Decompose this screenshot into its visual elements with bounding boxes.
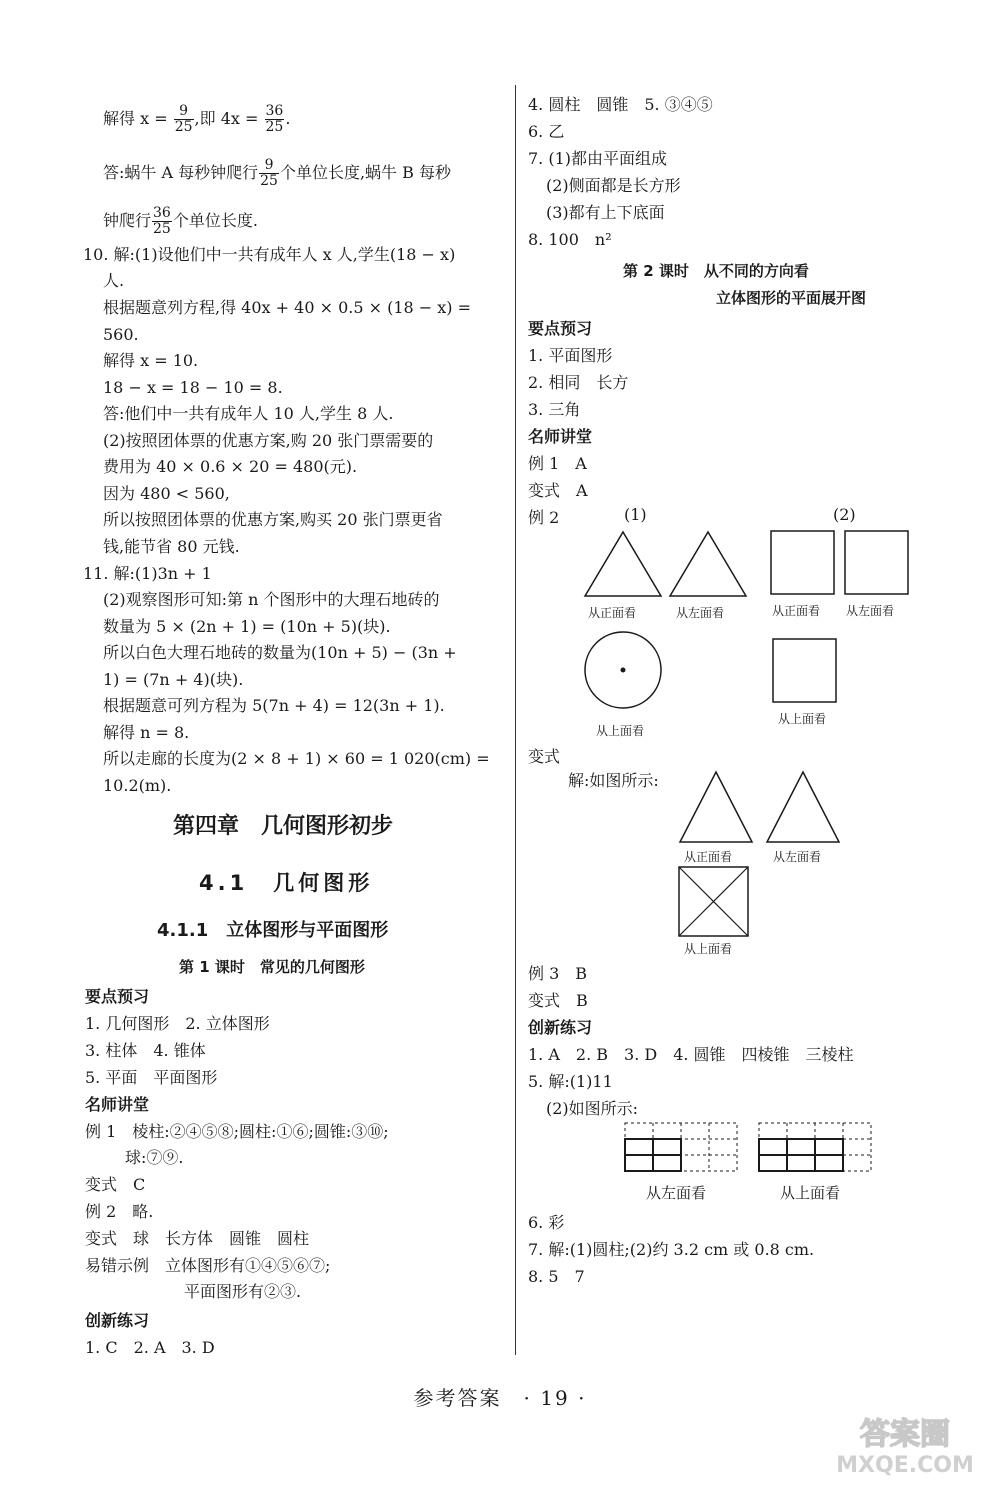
- q10-line: 费用为 40 × 0.6 × 20 = 480(元).: [103, 457, 358, 476]
- error-example-line: 平面图形有②③.: [184, 1282, 302, 1301]
- caption-left: 从左面看: [646, 1184, 707, 1202]
- heading-preview: 要点预习: [528, 319, 593, 338]
- heading-teacher: 名师讲堂: [85, 1095, 150, 1114]
- grid-top-view: [758, 1122, 874, 1174]
- q11-line: 11. 解:(1)3n + 1: [83, 564, 212, 583]
- caption-front: 从正面看: [588, 606, 637, 620]
- page-footer: 参考答案 · 19 ·: [413, 1386, 587, 1410]
- fraction: $\frac{9}{25}$: [260, 157, 278, 189]
- triangle-front-view: [678, 770, 754, 846]
- caption-front: 从正面看: [772, 604, 821, 618]
- square-front-view: [770, 530, 836, 596]
- chapter-title: 第四章 几何图形初步: [173, 814, 394, 839]
- solution-line: 解得 x = $\frac{9}{25}$ ,即 4x = $\frac{36}{25}$ .: [103, 103, 291, 135]
- q10-line: 18 − x = 18 − 10 = 8.: [103, 378, 283, 397]
- solution-line: 解:如图所示:: [568, 771, 659, 790]
- figure-label: (2): [833, 505, 856, 524]
- preview-line: 5. 平面 平面图形: [85, 1068, 218, 1087]
- svg-text:MXQE.COM: MXQE.COM: [836, 1453, 974, 1478]
- practice-line: 1. C 2. A 3. D: [85, 1338, 215, 1357]
- fraction: $\frac{36}{25}$: [153, 205, 171, 237]
- answer-line: 6. 乙: [528, 122, 565, 141]
- caption-front: 从正面看: [684, 850, 733, 864]
- square-top-view: [772, 638, 838, 704]
- heading-practice: 创新练习: [85, 1311, 150, 1330]
- caption-left: 从左面看: [773, 850, 822, 864]
- answer-line: 答:蜗牛 A 每秒钟爬行 $\frac{9}{25}$ 个单位长度,蜗牛 B 每秒: [103, 157, 451, 189]
- q10-line: 钱,能节省 80 元钱.: [103, 537, 240, 556]
- square-with-diagonals-top-view: [678, 866, 750, 938]
- caption-top: 从上面看: [684, 942, 733, 956]
- lesson-title: 第 2 课时 从不同的方向看: [623, 262, 809, 280]
- q10-line: (2)按照团体票的优惠方案,购 20 张门票需要的: [103, 431, 434, 450]
- column-divider: [515, 85, 516, 1355]
- heading-practice: 创新练习: [528, 1018, 593, 1037]
- answer-line: 钟爬行 $\frac{36}{25}$ 个单位长度.: [103, 205, 258, 237]
- triangle-left-view: [668, 530, 748, 600]
- variant-line: 变式 A: [528, 481, 588, 500]
- q11-line: 所以走廊的长度为(2 × 8 + 1) × 60 = 1 020(cm) =: [103, 749, 490, 768]
- q11-line: 所以白色大理石地砖的数量为(10n + 5) − (3n +: [103, 643, 457, 662]
- fraction: $\frac{36}{25}$: [265, 103, 284, 135]
- preview-line: 1. 几何图形 2. 立体图形: [85, 1014, 270, 1033]
- answer-line: 7. (1)都由平面组成: [528, 149, 668, 168]
- example-line: 例 3 B: [528, 964, 588, 983]
- q10-line: 人.: [103, 271, 125, 290]
- square-left-view: [844, 530, 910, 596]
- practice-line: 5. 解:(1)11: [528, 1072, 613, 1091]
- variant-line: 变式: [528, 747, 561, 766]
- q10-line: 根据题意列方程,得 40x + 40 × 0.5 × (18 − x) =: [103, 298, 472, 317]
- practice-line: 7. 解:(1)圆柱;(2)约 3.2 cm 或 0.8 cm.: [528, 1240, 815, 1259]
- practice-line: 8. 5 7: [528, 1267, 585, 1286]
- practice-line: (2)如图所示:: [546, 1099, 639, 1118]
- answer-line: (3)都有上下底面: [546, 203, 665, 222]
- svg-text:答案圈: 答案圈: [860, 1417, 950, 1452]
- example-line: 球:⑦⑨.: [125, 1148, 184, 1167]
- triangle-front-view: [583, 530, 663, 600]
- q10-line: 所以按照团体票的优惠方案,购买 20 张门票更省: [103, 510, 443, 529]
- variant-line: 变式 球 长方体 圆锥 圆柱: [85, 1229, 310, 1248]
- lesson-subtitle: 立体图形的平面展开图: [716, 289, 867, 307]
- lesson-title: 第 1 课时 常见的几何图形: [179, 958, 365, 976]
- answer-line: 8. 100 n²: [528, 230, 612, 249]
- q11-line: (2)观察图形可知:第 n 个图形中的大理石地砖的: [103, 590, 440, 609]
- q11-line: 数量为 5 × (2n + 1) = (10n + 5)(块).: [103, 617, 391, 636]
- figure-label: (1): [624, 505, 647, 524]
- example-line: 例 2: [528, 508, 560, 527]
- q11-line: 10.2(m).: [103, 776, 172, 795]
- grid-left-view: [624, 1122, 740, 1174]
- caption-top: 从上面看: [596, 724, 645, 738]
- q11-line: 解得 n = 8.: [103, 723, 190, 742]
- preview-line: 2. 相同 长方: [528, 373, 629, 392]
- q11-line: 1) = (7n + 4)(块).: [103, 670, 244, 689]
- q11-line: 根据题意可列方程为 5(7n + 4) = 12(3n + 1).: [103, 696, 445, 715]
- heading-preview: 要点预习: [85, 987, 150, 1006]
- error-example-line: 易错示例 立体图形有①④⑤⑥⑦;: [85, 1256, 331, 1275]
- fraction: $\frac{9}{25}$: [174, 103, 193, 135]
- watermark-logo: [820, 1410, 990, 1480]
- example-line: 例 2 略.: [85, 1202, 154, 1221]
- practice-line: 1. A 2. B 3. D 4. 圆锥 四棱锥 三棱柱: [528, 1045, 854, 1064]
- section-title: 4.1 几何图形: [199, 871, 374, 895]
- example-line: 例 1 棱柱:②④⑤⑧;圆柱:①⑥;圆锥:③⑩;: [85, 1122, 389, 1141]
- q10-line: 10. 解:(1)设他们中一共有成年人 x 人,学生(18 − x): [83, 245, 456, 264]
- caption-top: 从上面看: [778, 712, 827, 726]
- preview-line: 1. 平面图形: [528, 346, 613, 365]
- example-line: 例 1 A: [528, 454, 587, 473]
- q10-line: 560.: [103, 325, 139, 344]
- caption-left: 从左面看: [676, 606, 725, 620]
- preview-line: 3. 三角: [528, 400, 581, 419]
- subsection-title: 4.1.1 立体图形与平面图形: [157, 920, 389, 941]
- q10-line: 因为 480 < 560,: [103, 484, 230, 503]
- q10-line: 答:他们中一共有成年人 10 人,学生 8 人.: [103, 404, 394, 423]
- variant-line: 变式 B: [528, 991, 588, 1010]
- q10-line: 解得 x = 10.: [103, 351, 199, 370]
- practice-line: 6. 彩: [528, 1213, 565, 1232]
- heading-teacher: 名师讲堂: [528, 427, 593, 446]
- answer-line: (2)侧面都是长方形: [546, 176, 681, 195]
- triangle-left-view: [765, 770, 841, 846]
- variant-line: 变式 C: [85, 1175, 146, 1194]
- caption-top: 从上面看: [780, 1184, 841, 1202]
- caption-left: 从左面看: [846, 604, 895, 618]
- preview-line: 3. 柱体 4. 锥体: [85, 1041, 206, 1060]
- answer-line: 4. 圆柱 圆锥 5. ③④⑤: [528, 95, 713, 114]
- circle-top-view: [583, 630, 663, 710]
